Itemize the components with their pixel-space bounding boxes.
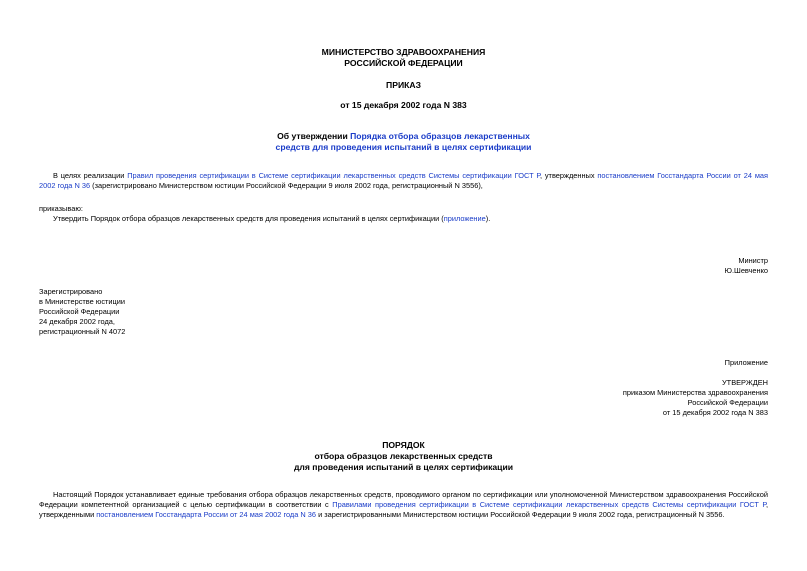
registration-line5: регистрационный N 4072 bbox=[39, 327, 126, 336]
ministry-heading bbox=[0, 47, 807, 69]
registration-block bbox=[39, 287, 125, 337]
gosstandart-resolution-link[interactable]: постановлением Госстандарта России от 24 мая 2002 года N 36 bbox=[39, 171, 769, 190]
registration-line1: Зарегистрировано bbox=[39, 287, 103, 296]
body-text-3: и зарегистрированными Министерством юстиции Российской Федерации 9 июля 2002 года, регистрационный N 3556. bbox=[316, 510, 725, 519]
intro-text-2: , утвержденных bbox=[539, 171, 598, 180]
doc-type: ПРИКАЗ bbox=[386, 80, 421, 90]
order-text-2: ). bbox=[485, 214, 491, 223]
appendix-link[interactable]: приложение bbox=[443, 214, 486, 223]
subject-link-line2[interactable]: средств для проведения испытаний в целях сертификации bbox=[275, 142, 532, 152]
intro-text-1: В целях реализации bbox=[53, 171, 128, 180]
subject-prefix: Об утверждении bbox=[277, 131, 351, 141]
procedure-paragraph bbox=[39, 490, 768, 520]
registration-line2: в Министерстве юстиции bbox=[39, 297, 126, 306]
rules-link[interactable]: Правил проведения сертификации в Системе сертификации лекарственных средств Системы сертификации ГОСТ Р bbox=[127, 171, 540, 180]
body-text-2: , утвержденными bbox=[39, 500, 768, 519]
signature-name: Ю.Шевченко bbox=[724, 266, 768, 275]
approved-line2: Российской Федерации bbox=[687, 398, 768, 407]
procedure-sub2: для проведения испытаний в целях сертификации bbox=[293, 462, 514, 472]
order-word: приказываю: bbox=[39, 204, 83, 213]
procedure-title: ПОРЯДОК bbox=[382, 440, 425, 450]
procedure-subtitle bbox=[0, 451, 807, 473]
registration-line4: 24 декабря 2002 года, bbox=[39, 317, 115, 326]
signature-title: Министр bbox=[738, 256, 768, 265]
intro-paragraph bbox=[39, 171, 768, 191]
rules-link-2[interactable]: Правилами проведения сертификации в Системе сертификации лекарственных средств Системы сертификации ГОСТ Р bbox=[332, 500, 766, 509]
ministry-line1: МИНИСТЕРСТВО ЗДРАВООХРАНЕНИЯ bbox=[321, 47, 486, 57]
gosstandart-resolution-link-2[interactable]: постановлением Госстандарта России от 24 мая 2002 года N 36 bbox=[96, 510, 317, 519]
approved-line1: приказом Министерства здравоохранения bbox=[622, 388, 768, 397]
order-text bbox=[53, 214, 768, 224]
subject-link-line1[interactable]: Порядка отбора образцов лекарственных bbox=[350, 131, 530, 141]
intro-text-3: (зарегистрировано Министерством юстиции Российской Федерации 9 июля 2002 года, регистрационный N 3556), bbox=[90, 181, 483, 190]
body-text-1: Настоящий Порядок устанавливает единые требования отбора образцов лекарственных средств, проводимого органом по сертификации или уполномоченной Министерством здравоохранения Российской Федерации компетентной организацией с целью сертификации в соответствии с bbox=[39, 490, 768, 509]
doc-subject bbox=[0, 131, 807, 153]
approved-word: УТВЕРЖДЕН bbox=[721, 378, 768, 387]
signature-block bbox=[500, 256, 768, 276]
appendix-label: Приложение bbox=[724, 358, 768, 367]
doc-date: от 15 декабря 2002 года N 383 bbox=[340, 100, 467, 110]
registration-line3: Российской Федерации bbox=[39, 307, 120, 316]
procedure-sub1: отбора образцов лекарственных средств bbox=[314, 451, 493, 461]
approved-line3: от 15 декабря 2002 года N 383 bbox=[662, 408, 768, 417]
order-text-1: Утвердить Порядок отбора образцов лекарственных средств для проведения испытаний в целях сертификации ( bbox=[53, 214, 444, 223]
approval-block bbox=[500, 378, 768, 418]
ministry-line2: РОССИЙСКОЙ ФЕДЕРАЦИИ bbox=[344, 58, 463, 68]
